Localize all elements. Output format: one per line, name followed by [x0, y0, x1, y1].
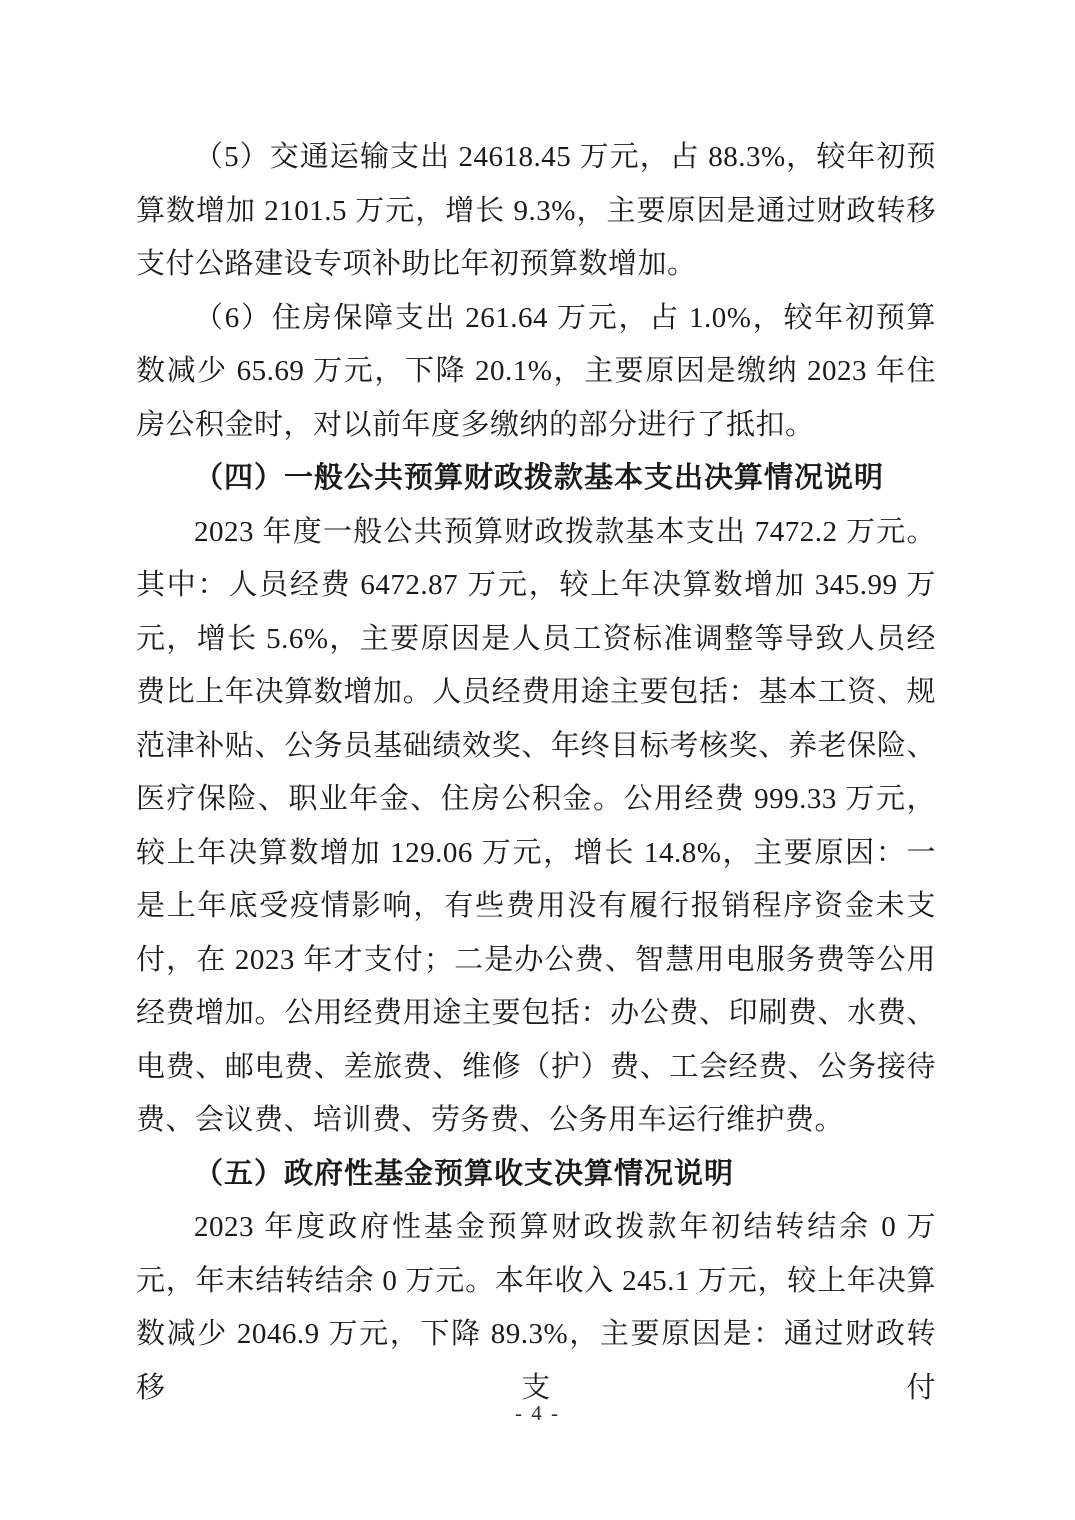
paragraph-basic-expenditure-detail: 2023 年度一般公共预算财政拨款基本支出 7472.2 万元。其中：人员经费 6472.87 万元，较上年决算数增加 345.99 万元，增长 5.6%，主要原因是人员工资标准调整等导致人员经费比上年决算数增加。人员经费用途主要包括：基本工资、规范津补贴、公务员基础绩效奖、年终目标考核奖、养老保险、医疗保险、职业年金、住房公积金。公用经费 999.33 万元，较上年决算数增加 129.06 万元，增长 14.8%，主要原因：一是上年底受疫情影响，有些费用没有履行报销程序资金未支付，在 2023 年才支付；二是办公费、智慧用电服务费等公用经费增加。公用经费用途主要包括：办公费、印刷费、水费、电费、邮电费、差旅费、维修（护）费、工会经费、公务接待费、会议费、培训费、劳务费、公务用车运行维护费。 — [136, 515, 936, 1136]
section-heading-government-fund-budget: （五）政府性基金预算收支决算情况说明 — [194, 1157, 735, 1190]
section-heading-basic-expenditure: （四）一般公共预算财政拨款基本支出决算情况说明 — [194, 462, 885, 494]
page-number: - 4 - — [515, 1401, 560, 1425]
paragraph-transport-expenditure: （5）交通运输支出 24618.45 万元，占 88.3%，较年初预算数增加 2101.5 万元，增长 9.3%，主要原因是通过财政转移支付公路建设专项补助比年初预算数增加。 — [136, 141, 936, 280]
paragraph-housing-security-expenditure: （6）住房保障支出 261.64 万元，占 1.0%，较年初预算数减少 65.69 万元，下降 20.1%，主要原因是缴纳 2023 年住房公积金时，对以前年度多缴纳的部分进行了抵扣。 — [136, 301, 936, 441]
paragraph-government-fund-budget-detail: 2023 年度政府性基金预算财政拨款年初结转结余 0 万元，年末结转结余 0 万元。本年收入 245.1 万元，较上年决算数减少 2046.9 万元，下降 89.3%，主要原因是：通过财政转移支付 — [136, 1211, 936, 1404]
document-body — [136, 131, 936, 1415]
